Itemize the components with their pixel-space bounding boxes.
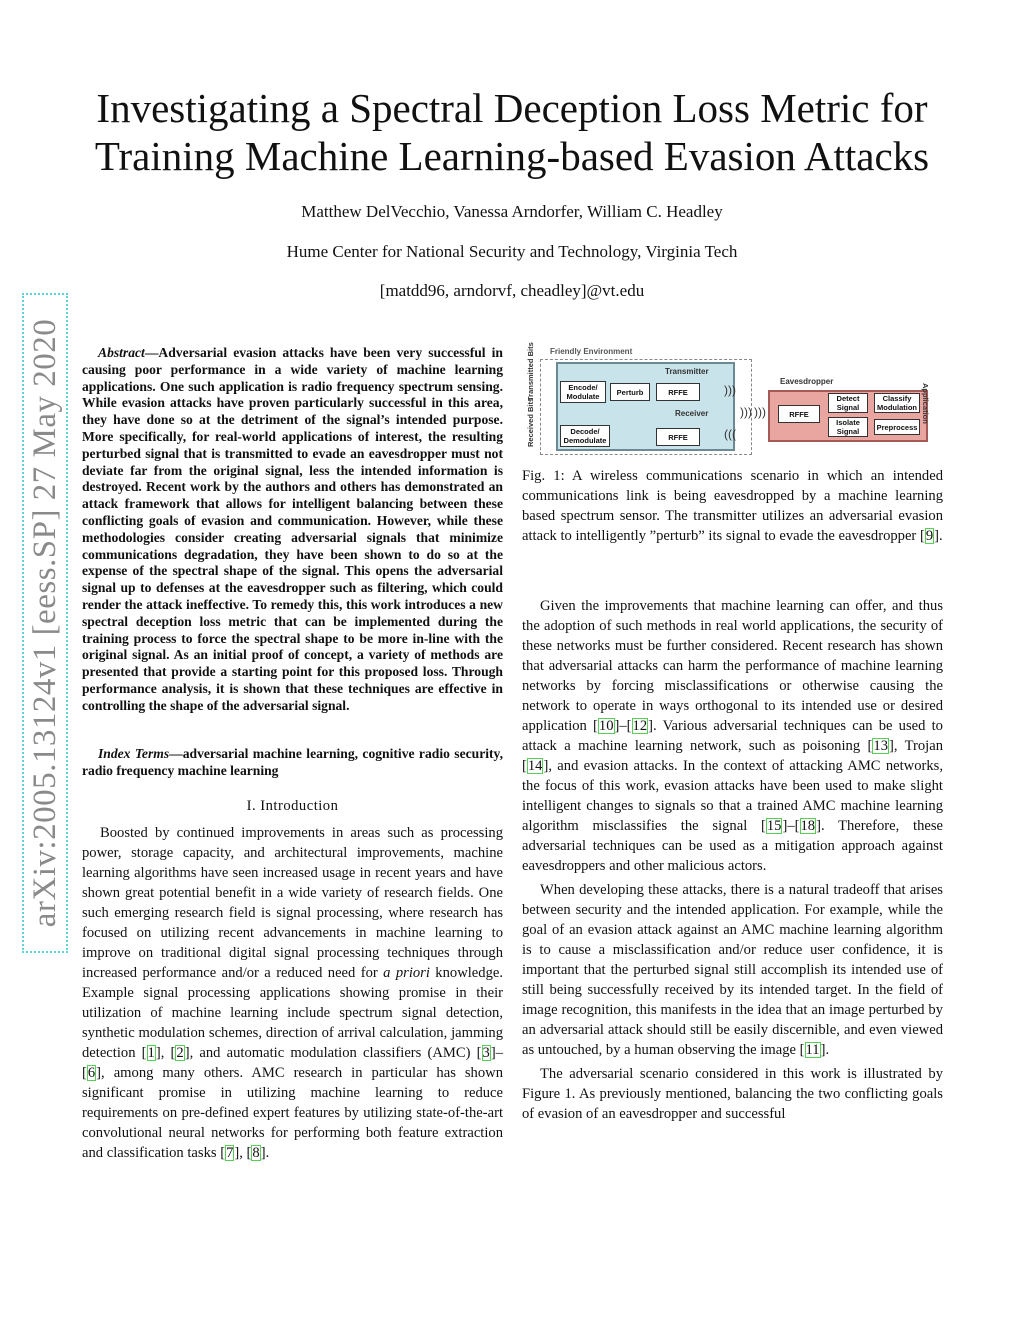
section-heading-introduction: I. Introduction [246, 798, 339, 814]
antenna-icon: ))) [740, 405, 752, 419]
author-emails: [matdd96, arndorvf, cheadley]@vt.edu [379, 281, 645, 300]
index-terms [82, 746, 503, 780]
text-span: knowledge. Example signal processing applications showing promise in their utilization of machine learning include spectrum signal detection, synthetic modulation schemes, direction of arrival calculation, jamming detection [82, 965, 503, 1061]
index-terms-lead: Index Terms [98, 746, 170, 761]
text-span: . Therefore, these adversarial techniques can be used as a mitigation approach against eavesdroppers and other malicious actors. [522, 818, 943, 874]
text-span: . [825, 1042, 830, 1058]
rffe-rx-box: RFFE [656, 428, 700, 446]
eavesdropper-label: Eavesdropper [780, 377, 834, 386]
transmitter-label: Transmitter [665, 367, 709, 376]
abstract-text: —Adversarial evasion attacks have been very successful in causing poor performance in a wide variety of machine learning applications. One such application is radio frequency spectrum sensing. While evasion attacks have proven particularly successful in this area, they have done so at the detriment of the signal’s intended purpose. More specifically, for real-world applications of interest, the resulting perturbed signal that is transmitted to evade an eavesdropper must not deviate far from the original signal, less the intended information is destroyed. Recent work by the authors and others has demonstrated an attack framework that allows for intelligent balancing between these conflicting goals of evasion and communication. However, while these methodologies consider creating adversarial signals that minimize communications degradation, they have been shown to do so at the expense of the spectral shape of the signal. This opens the adversarial signal up to defenses at the eavesdropper such as filtering, which could render the attack ineffective. To remedy this, this work introduces a new spectral deception loss metric that can be implemented during the training process to force the spectral shape to be more in-line with the original signal. As an initial proof of concept, a variety of methods are presented that provide a starting point for this proposed loss. Through performance analysis, it is shown that these techniques are effective in controlling the shape of the adversarial signal. [82, 345, 503, 713]
citation-link[interactable]: 6 [87, 1065, 96, 1081]
introduction-paragraph: Boosted by continued improvements in areas such as processing power, storage capacity, and architectural improvements, machine learning algorithms have seen increased usage in recent years and have shown great potential benefit in a wide variety of research fields. One such emerging research field is signal processing, where research has focused on utilizing recent advancements in machine learning to improve on traditional digital signal processing techniques through increased performance and/or a reduced need for a priori knowledge. Example signal processing applications showing promise in their utilization of machine learning include spectrum signal detection, synthetic modulation schemes, direction of arrival calculation, jamming detection [1], [2], and automatic modulation classifiers (AMC) [3]–[6], among many others. AMC research in particular has shown significant promise in utilizing machine learning to reduce requirements on pre-defined expert features by utilizing state-of-the-art convolutional neural networks for performing both feature extraction and classification tasks [7], [8]. [82, 825, 503, 1161]
citation-link[interactable]: 14 [527, 758, 543, 774]
receiver-label: Receiver [675, 409, 709, 418]
citation-link[interactable]: 10 [598, 718, 614, 734]
decode-box: Decode/ Demodulate [560, 425, 610, 447]
text-span: . Various adversarial techniques can be used to attack a machine learning network, such as poisoning [522, 718, 943, 754]
citation-link[interactable]: 12 [632, 718, 648, 734]
text-span: , and evasion attacks. In the context of attacking AMC networks, the focus of this work, evasion attacks have been used to make slight intelligent changes to signals so that a trained AMC machine learning algorithm misclassifies the signal [522, 758, 943, 834]
isolate-box: Isolate Signal [828, 417, 868, 437]
text-span: When developing these attacks, there is a natural tradeoff that arises between security and the intended application. For example, while the goal of an evasion attack against an AMC machine learning algorithm is to cause a misclassification and/or reduce user confidence, it is important that the perturbed signal still accomplish its intended use of still being successfully received by its intended target. In the field of image recognition, this manifests in the idea that an image perturbed by an adversarial attack should still be easily discernible, and even viewed as untouched, by a human observing the image [522, 882, 943, 1058]
friendly-env-label: Friendly Environment [550, 347, 633, 356]
right-column-body: Given the improvements that machine learning can offer, and thus the adoption of such methods in real world applications, the security of these networks must be further considered. Recent research has shown that adversarial attacks can harm the performance of machine learning networks by forcing misclassifications or otherwise causing the network to operate in ways orthogonal to its intended use or desired application [10]–[12]. Various adversarial techniques can be used to attack a machine learning network, such as poisoning [13], Trojan [14], and evasion attacks. In the context of attacking AMC networks, the focus of this work, evasion attacks have been used to make slight intelligent changes to signals so that a trained AMC machine learning algorithm misclassifies the signal [15]–[18]. Therefore, these adversarial techniques can be used as a mitigation approach against eavesdroppers and other malicious actors. When developing these attacks, there is a natural tradeoff that arises between security and the intended application. For example, while the goal of an evasion attack against an AMC machine learning algorithm is to cause a misclassification and/or reduce user confidence, it is important that the perturbed signal still accomplish its intended use of still being successfully received by its intended target. In the field of image recognition, this manifests in the idea that an image perturbed by an adversarial attack should still be easily discernible, and even viewed as untouched, by a human observing the image [11]. The adversarial scenario considered in this work is illustrated by Figure 1. As previously mentioned, balancing the two conflicting goals of evasion of an eavesdropper and successful [522, 598, 944, 1122]
text-span: , Trojan [893, 738, 944, 754]
rffe-eve-box: RFFE [778, 405, 820, 423]
text-span: Boosted by continued improvements in areas such as processing power, storage capacity, and architectural improvements, machine learning algorithms have seen increased usage in recent years and have shown great potential benefit in a wide variety of research fields. One such emerging research field is signal processing, where research has focused on utilizing recent advancements in machine learning to improve on traditional digital signal processing techniques through increased performance and/or a reduced need for [82, 825, 503, 981]
citation-link[interactable]: 8 [252, 1145, 260, 1161]
text-italic: a priori [383, 965, 430, 981]
rffe-tx-box: RFFE [656, 383, 700, 401]
citation-link[interactable]: 7 [226, 1145, 234, 1161]
detect-box: Detect Signal [828, 393, 868, 413]
antenna-icon: ))) [724, 383, 736, 397]
paper-title: Investigating a Spectral Deception Loss Metric for Training Machine Learning-based Evasion Attacks [94, 85, 930, 179]
figure-1-diagram [522, 343, 942, 458]
text-span: , and automatic modulation classifiers (AMC) [189, 1045, 477, 1061]
received-bits-label: Received Bits [526, 397, 535, 447]
citation-link[interactable]: 3 [482, 1045, 490, 1061]
citation-link[interactable]: 13 [873, 738, 888, 754]
citation-link[interactable]: 9 [925, 528, 934, 544]
text-span: . [265, 1145, 270, 1161]
abstract-lead: Abstract [98, 345, 145, 360]
affiliation: Hume Center for National Security and Technology, Virginia Tech [286, 242, 738, 261]
index-terms-text: —adversarial machine learning, cognitive radio security, radio frequency machine learning [82, 746, 503, 778]
citation-link[interactable]: 15 [766, 818, 782, 834]
text-span: , among many others. AMC research in particular has shown significant promise in utilizing machine learning to reduce requirements on pre-defined expert features by utilizing state-of-the-art convolutional neural networks for performing both feature extraction and classification tasks [82, 1065, 503, 1161]
text-span: The adversarial scenario considered in this work is illustrated by Figure 1. As previously mentioned, balancing the two conflicting goals of evasion of an eavesdropper and successful [522, 1066, 943, 1122]
citation-link[interactable]: 11 [805, 1042, 820, 1058]
antenna-icon: ((( [724, 427, 736, 441]
application-label: Application [921, 383, 930, 424]
antenna-icon: ))) [754, 405, 766, 419]
encode-box: Encode/ Modulate [560, 381, 606, 403]
citation-link[interactable]: 2 [176, 1045, 184, 1061]
abstract [82, 345, 503, 715]
citation-link[interactable]: 18 [800, 818, 816, 834]
figure-caption: Fig. 1: A wireless communications scenario in which an intended communications link is being eavesdropped by a machine learning based spectrum sensor. The transmitter utilizes an adversarial evasion attack to intelligently ”perturb” its signal to evade the eavesdropper [9]. [522, 468, 943, 544]
classify-box: Classify Modulation [874, 393, 920, 413]
author-list: Matthew DelVecchio, Vanessa Arndorfer, William C. Headley [301, 202, 723, 221]
transmitted-bits-label: Transmitted Bits [526, 342, 535, 401]
arxiv-stamp[interactable]: arXiv:2005.13124v1 [eess.SP] 27 May 2020 [22, 293, 68, 953]
caption-text: Fig. 1: A wireless communications scenario in which an intended communications link is being eavesdropped by a machine learning based spectrum sensor. The transmitter utilizes an adversarial evasion attack to intelligently ”perturb” its signal to evade the eavesdropper [522, 468, 943, 544]
text-span: Given the improvements that machine learning can offer, and thus the adoption of such methods in real world applications, the security of these networks must be further considered. Recent research has shown that adversarial attacks can harm the performance of machine learning networks by forcing misclassifications or otherwise causing the network to operate in ways orthogonal to its intended use or desired application [522, 598, 943, 734]
perturb-box: Perturb [610, 383, 650, 401]
citation-link[interactable]: 1 [147, 1045, 155, 1061]
preprocess-box: Preprocess [874, 419, 920, 435]
